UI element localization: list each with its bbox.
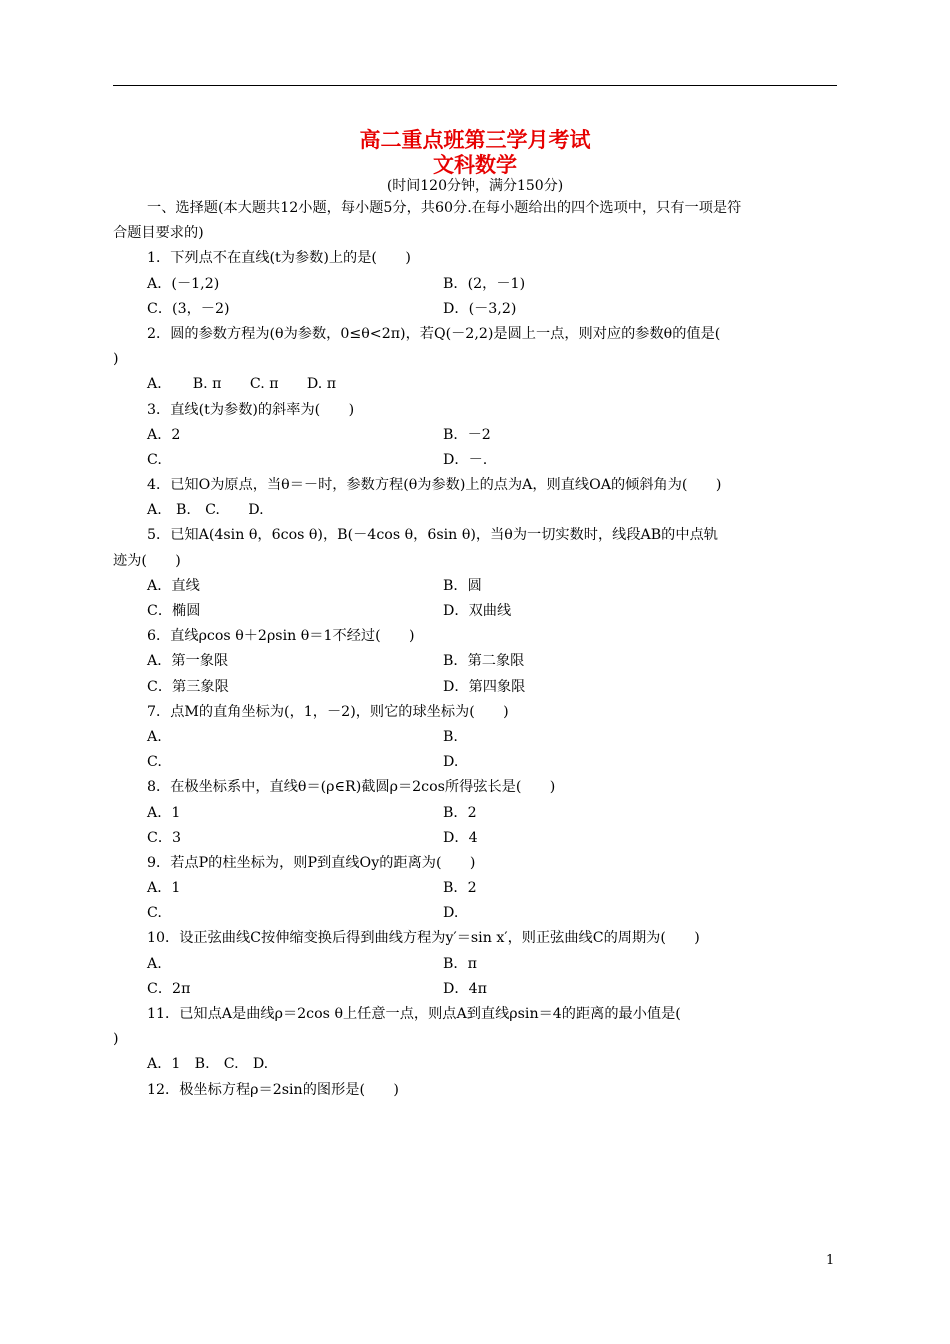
exam-time-note: (时间120分钟，满分150分)	[386, 178, 564, 194]
question-1-stem: 1．下列点不在直线(t为参数)上的是( )	[147, 250, 411, 267]
question-6-stem: 6．直线ρcos θ＋2ρsin θ＝1不经过( )	[147, 628, 415, 645]
question-3-options	[113, 448, 837, 473]
exam-title: 高二重点班第三学月考试	[359, 127, 591, 152]
question-11-options	[113, 1052, 837, 1077]
question-7-options	[113, 725, 837, 750]
option: D．－.	[443, 451, 488, 468]
option: C.	[147, 451, 162, 468]
question-11-stem: )	[113, 1031, 119, 1048]
question-8-stem: 8．在极坐标系中，直线θ＝(ρ∈R)截圆ρ＝2cos所得弦长是( )	[147, 779, 556, 796]
option: C．3	[147, 829, 182, 846]
question-5-options	[113, 574, 837, 599]
option: D．(－3,2)	[443, 300, 517, 317]
question-2-stem: 2．圆的参数方程为(θ为参数，0≤θ<2π)，若Q(－2,2)是圆上一点，则对应的参数θ的值是(	[147, 325, 721, 342]
option: A．1	[147, 880, 181, 897]
question-9-options	[113, 876, 837, 901]
question-8-options	[113, 826, 837, 851]
option: B.	[443, 728, 458, 745]
question-9-stem: 9．若点P的柱坐标为，则P到直线Oy的距离为( )	[147, 854, 476, 871]
question-10-options	[113, 952, 837, 977]
section-intro-line2: 合题目要求的)	[113, 225, 204, 242]
option: A．第一象限	[147, 653, 229, 670]
question-4-stem: 4．已知O为原点，当θ＝－时，参数方程(θ为参数)上的点为A，则直线OA的倾斜角为( )	[147, 477, 722, 494]
question-6-options	[113, 649, 837, 674]
option: A．(－1,2)	[147, 275, 220, 292]
option: C．第三象限	[147, 678, 229, 695]
option: D．4π	[443, 980, 487, 997]
header-rule	[113, 85, 837, 86]
section-intro-line1: 一、选择题(本大题共12小题，每小题5分，共60分.在每小题给出的四个选项中，只有一项是符	[147, 200, 742, 216]
question-10-stem: 10．设正弦曲线C按伸缩变换后得到曲线方程为y′＝sin x′，则正弦曲线C的周期为( )	[147, 930, 700, 947]
option: A．2	[147, 426, 181, 443]
option: D．双曲线	[443, 603, 512, 619]
option: D．4	[443, 829, 478, 846]
option: A． B. π C. π D. π	[147, 376, 337, 393]
question-7-stem: 7．点M的直角坐标为(，1，－2)，则它的球坐标为( )	[147, 703, 509, 720]
option: C．椭圆	[147, 603, 201, 619]
question-5-stem: 5．已知A(4sin θ，6cos θ)，B(－4cos θ，6sin θ)，当θ为一切实数时，线段AB的中点轨	[147, 527, 718, 544]
option: B．π	[443, 955, 477, 972]
option: A.	[147, 728, 162, 745]
question-2-stem: )	[113, 351, 119, 368]
option: D.	[443, 905, 459, 922]
option: A．1 B. C. D.	[147, 1056, 269, 1073]
option: C．(3，－2)	[147, 300, 230, 317]
option: A．1	[147, 804, 181, 821]
question-5-options	[113, 599, 837, 624]
option: D.	[443, 754, 459, 771]
exam-content	[113, 196, 837, 1103]
option: B．圆	[443, 577, 482, 594]
option: B．2	[443, 804, 477, 821]
question-5-stem: 迹为( )	[113, 552, 181, 569]
option: B．第二象限	[443, 653, 525, 670]
question-10-options	[113, 977, 837, 1002]
question-2-options	[113, 372, 837, 397]
option: A.	[147, 955, 162, 972]
question-8-options	[113, 801, 837, 826]
option: D．第四象限	[443, 678, 526, 695]
exam-subtitle: 文科数学	[433, 152, 517, 177]
option: C.	[147, 905, 162, 922]
question-7-options	[113, 750, 837, 775]
option: B．(2，－1)	[443, 275, 526, 292]
question-3-options	[113, 423, 837, 448]
question-6-options	[113, 675, 837, 700]
option: B．－2	[443, 426, 491, 443]
option: C.	[147, 754, 162, 771]
option: C．2π	[147, 980, 191, 997]
question-4-options	[113, 498, 837, 523]
question-9-options	[113, 901, 837, 926]
option: A. B. C. D.	[147, 502, 264, 519]
question-1-options	[113, 272, 837, 297]
question-1-options	[113, 297, 837, 322]
page-number: 1	[826, 1253, 835, 1268]
question-3-stem: 3．直线(t为参数)的斜率为( )	[147, 401, 355, 418]
question-11-stem: 11．已知点A是曲线ρ＝2cos θ上任意一点，则点A到直线ρsin＝4的距离的最小值是(	[147, 1006, 681, 1022]
option: A．直线	[147, 577, 200, 594]
question-12-stem: 12．极坐标方程ρ＝2sin的图形是( )	[147, 1081, 399, 1098]
option: B．2	[443, 880, 477, 897]
